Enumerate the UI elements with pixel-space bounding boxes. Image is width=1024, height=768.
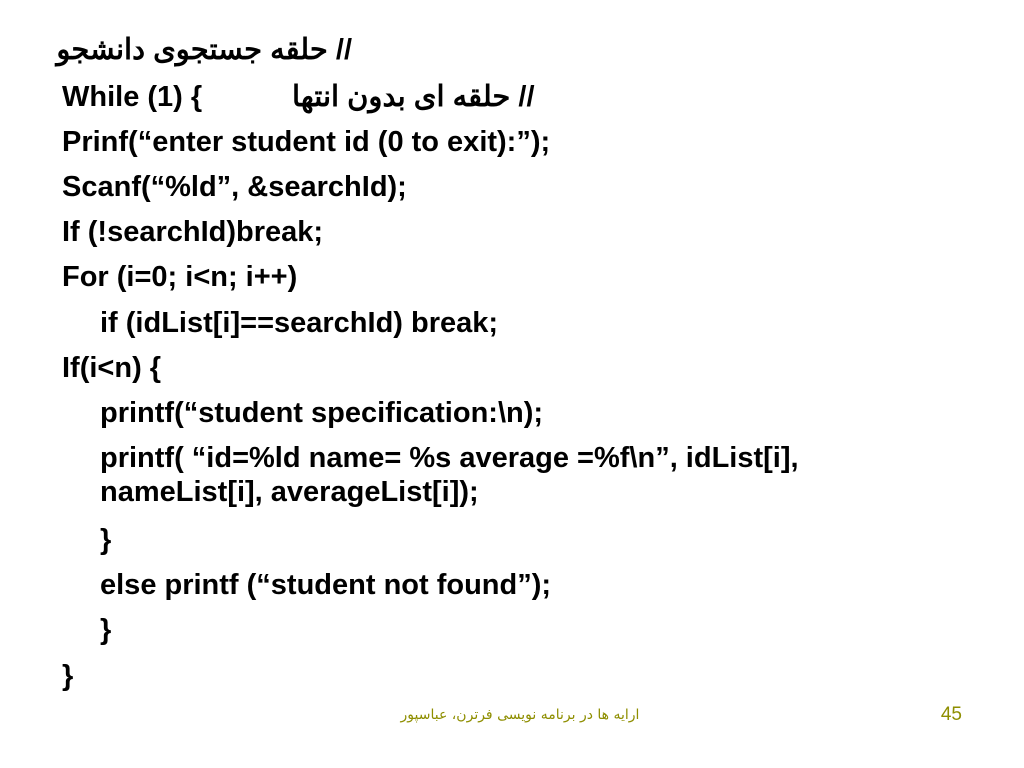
else-print-statement: else printf (“student not found”);	[100, 569, 552, 601]
close-while-brace: }	[62, 660, 74, 692]
footer-caption: ارایه ها در برنامه نویسی فرترن، عباسپور	[400, 707, 640, 723]
if-match-statement: if (idList[i]==searchId) break;	[100, 307, 499, 339]
if-found-statement: If(i<n) {	[62, 352, 162, 384]
while-comment: // حلقه ای بدون انتها	[292, 81, 535, 113]
print-spec-statement: printf(“student specification:\n);	[100, 397, 544, 429]
page-number: 45	[940, 704, 962, 725]
comment-title: // حلقه جستجوی دانشجو	[56, 34, 352, 66]
scanf-statement: Scanf(“%ld”, &searchId);	[62, 171, 407, 203]
for-loop-statement: For (i=0; i<n; i++)	[62, 261, 298, 293]
close-if-brace: }	[100, 524, 112, 556]
while-statement: While (1) {	[62, 81, 203, 113]
prompt-statement: Prinf(“enter student id (0 to exit):”);	[62, 126, 551, 158]
if-break-statement: If (!searchId)break;	[62, 216, 324, 248]
print-details-statement: printf( “id=%ld name= %s average =%f\n”, idList[i], nameList[i], averageList[i]);	[100, 442, 799, 508]
close-else-brace: }	[100, 614, 112, 646]
